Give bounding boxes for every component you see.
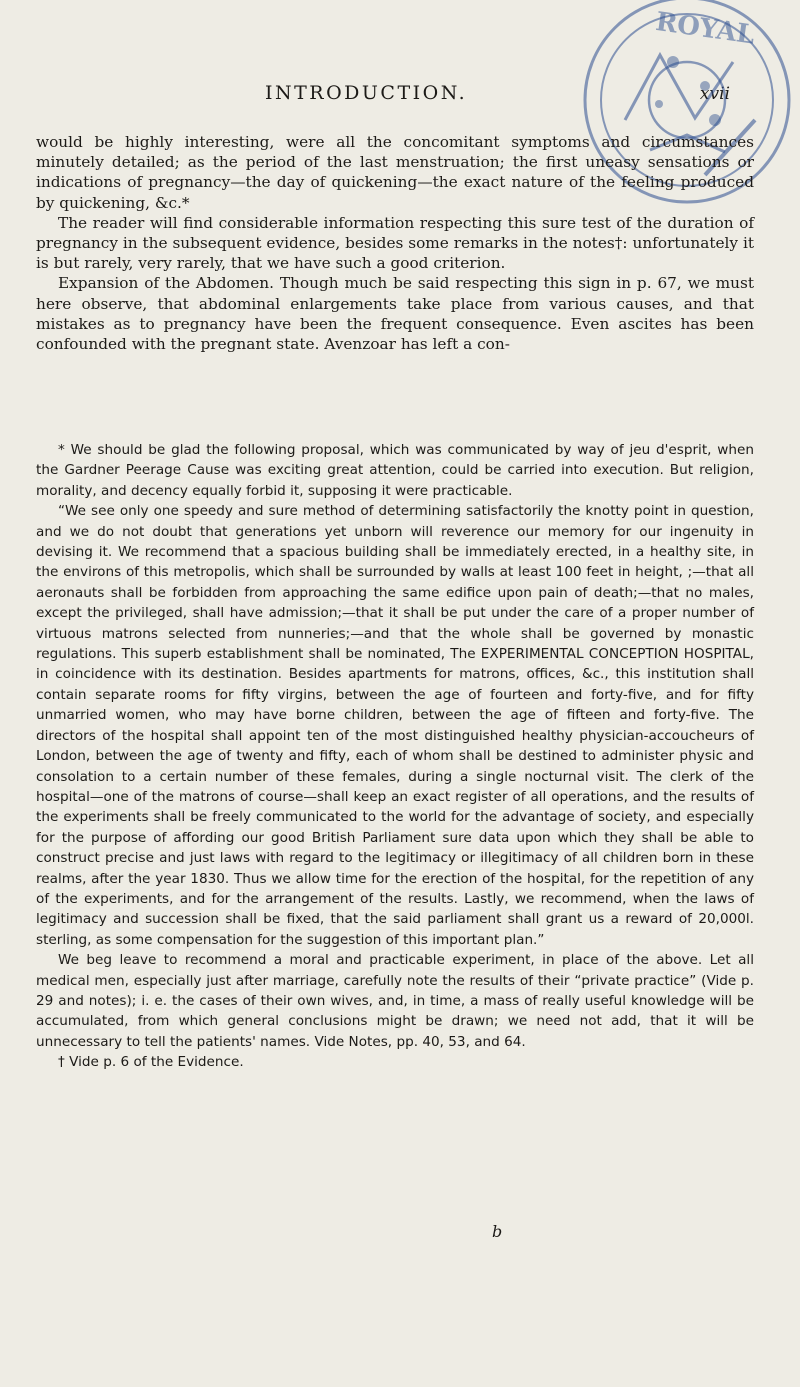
footnote-paragraph: * We should be glad the following proposal, which was communicated by way of jeu d'esprit, when the Gardner Peerage Cause was exciting great attention, could be carried into execution. But religion, morality, and decency equally forbid it, supposing it were practicable. bbox=[36, 442, 754, 499]
footnote-paragraph: “We see only one speedy and sure method of determining satisfactorily the knotty point in question, and we do not doubt that generations yet unborn will reverence our memory for our ingenuity in devising it. We recommend that a spacious building shall be immediately erected, in a healthy site, in the environs of this metropolis, which shall be surrounded by walls at least 100 feet in height, ;—that all aeronauts shall be forbidden from approaching the same edifice upon pain of death;—that no males, except the privileged, shall have admission;—that it shall be put under the care of a proper number of virtuous matrons selected from nunneries;—and that the whole shall be governed by monastic regulations. This superb establishment shall be nominated, The EXPERIMENTAL CONCEPTION HOSPITAL, in coincidence with its destination. Besides apartments for matrons, offices, &c., this institution shall contain separate rooms for fifty virgins, between the age of fourteen and forty-five, and for fifty unmarried women, who may have borne children, between the age of fifteen and forty-five. The directors of the hospital shall appoint ten of the most distinguished healthy physician-accoucheurs of London, between the age of twenty and fifty, each of whom shall be destined to administer physic and consolation to a certain number of these females, during a single nocturnal visit. The clerk of the hospital—one of the matrons of course—shall keep an exact register of all operations, and the results of the experiments shall be freely communicated to the world for the advantage of society, and especially for the purpose of affording our good British Parliament sure data upon which they shall be able to construct precise and just laws with regard to the legitimacy or illegitimacy of all children born in these realms, after the year 1830. Thus we allow time for the erection of the hospital, for the repetition of any of the experiments, and for the arrangement of the results. Lastly, we recommend, when the laws of legitimacy and succession shall be fixed, that the said parliament shall grant us a reward of 20,000l. sterling, as some compensation for the suggestion of this important plan.” bbox=[36, 503, 754, 948]
svg-text:ROYAL: ROYAL bbox=[653, 7, 757, 51]
footnote-paragraph: † Vide p. 6 of the Evidence. bbox=[58, 1054, 244, 1071]
footnotes bbox=[36, 440, 754, 1073]
footnote-paragraph: We beg leave to recommend a moral and practicable experiment, in place of the above. Let all medical men, especially just after marriage, carefully note the results of their “private practice” (Vide p. 29 and notes); i. e. the cases of their own wives, and, in time, a mass of really useful knowledge will be accumulated, from which general conclusions might be drawn; we need not add, that it will be unnecessary to tell the patients' names. Vide Notes, pp. 40, 53, and 64. bbox=[36, 952, 754, 1050]
paragraph: would be highly interesting, were all the concomitant symptoms and circumstances minutely detailed; as the period of the last menstruation; the first uneasy sensations or indications of pregnancy—the day of quickening—the exact nature of the feeling produced by quickening, &c.* bbox=[36, 133, 754, 212]
main-text bbox=[36, 132, 754, 354]
paragraph: The reader will find considerable information respecting this sure test of the duration of pregnancy in the subsequent evidence, besides some remarks in the notes†: unfortunately it is but rarely, very rarely, that we have such a good criterion. bbox=[36, 213, 754, 273]
signature-mark: b bbox=[492, 1222, 503, 1241]
page-number: xvii bbox=[699, 84, 730, 104]
running-title: INTRODUCTION. bbox=[265, 82, 468, 104]
paragraph: Expansion of the Abdomen. Though much be said respecting this sign in p. 67, we must here observe, that abdominal enlargements take place from various causes, and that mistakes as to pregnancy have been the frequent consequence. Even ascites has been confounded with the pregnant state. Avenzoar has left a con- bbox=[36, 274, 754, 354]
